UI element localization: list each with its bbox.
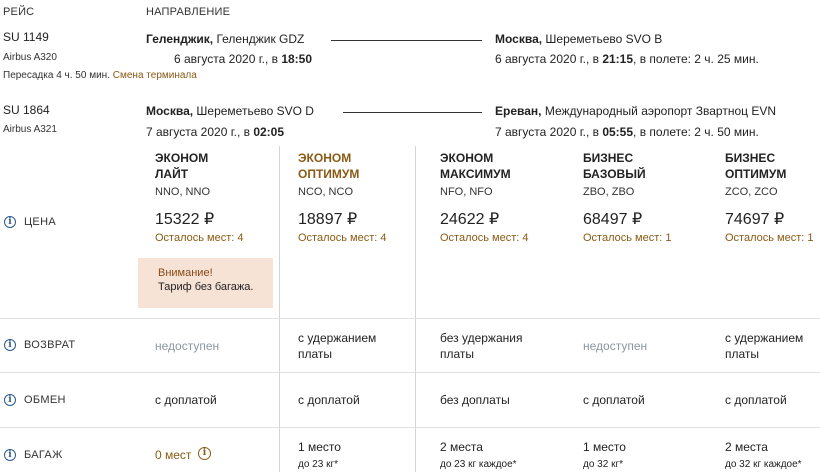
arrival-city: Ереван, Международный аэропорт Звартноц EVN xyxy=(495,104,776,118)
fare-codes: NNO, NNO xyxy=(155,186,210,198)
no-baggage-warning xyxy=(138,258,273,308)
refund-value: с удержанием платы xyxy=(298,331,377,361)
baggage-value: 1 место до 32 кг* xyxy=(583,440,626,470)
refund-value: недоступен xyxy=(583,339,648,353)
arrival-datetime: 7 августа 2020 г., в 05:55, в полете: 2 ч. 50 мин. xyxy=(495,125,759,139)
flight-number: SU 1864 xyxy=(3,103,50,117)
selected-fare-border-right xyxy=(415,146,416,472)
arrival-city: Москва, Шереметьево SVO B xyxy=(495,32,663,46)
exchange-value: с доплатой xyxy=(155,393,217,407)
fare-column-econom-optimum[interactable] xyxy=(298,150,359,182)
exchange-value: с доплатой xyxy=(298,393,360,407)
fare-codes: NFO, NFO xyxy=(440,186,493,198)
departure-city: Геленджик, Геленджик GDZ xyxy=(146,32,305,46)
baggage-value: 1 место до 23 кг* xyxy=(298,440,341,470)
refund-value: с удержанием платы xyxy=(725,331,804,361)
seats-left: Осталось мест: 4 xyxy=(440,232,529,244)
seats-left: Осталось мест: 4 xyxy=(298,232,387,244)
arrival-datetime: 6 августа 2020 г., в 21:15, в полете: 2 ч. 25 мин. xyxy=(495,52,759,66)
fare-codes: ZBO, ZBO xyxy=(583,186,635,198)
exchange-value: с доплатой xyxy=(583,393,645,407)
fare-price[interactable]: 15322 ₽ xyxy=(155,211,215,228)
aircraft-type: Airbus A321 xyxy=(3,124,57,135)
fare-name: БИЗНЕС БАЗОВЫЙ xyxy=(583,151,646,181)
departure-city: Москва, Шереметьево SVO D xyxy=(146,104,314,118)
info-icon[interactable]: i xyxy=(4,394,16,406)
aircraft-type: Airbus A320 xyxy=(3,52,57,63)
fare-price[interactable]: 74697 ₽ xyxy=(725,211,785,228)
fare-column-econom-maximum[interactable] xyxy=(440,150,511,182)
exchange-value: без доплаты xyxy=(440,393,510,407)
fare-name: ЭКОНОМ ЛАЙТ xyxy=(155,151,209,181)
exchange-value: с доплатой xyxy=(725,393,787,407)
departure-datetime: 7 августа 2020 г., в 02:05 xyxy=(146,125,285,139)
row-divider xyxy=(0,372,820,373)
route-line xyxy=(343,112,482,113)
seats-left: Осталось мест: 4 xyxy=(155,232,244,244)
transfer-duration: Пересадка 4 ч. 50 мин. xyxy=(3,70,110,81)
direction-column-header: НАПРАВЛЕНИЕ xyxy=(146,6,231,18)
fare-name: БИЗНЕС ОПТИМУМ xyxy=(725,151,787,181)
warning-text: Тариф без багажа. xyxy=(158,281,254,293)
fare-name: ЭКОНОМ МАКСИМУМ xyxy=(440,151,511,181)
flight-number: SU 1149 xyxy=(3,30,49,44)
fare-column-business-basic[interactable] xyxy=(583,150,646,182)
fare-price[interactable]: 18897 ₽ xyxy=(298,211,358,228)
info-icon[interactable]: i xyxy=(4,449,16,461)
info-icon[interactable]: i xyxy=(4,339,16,351)
refund-value: без удержания платы xyxy=(440,331,523,361)
seats-left: Осталось мест: 1 xyxy=(583,232,672,244)
baggage-info-icon[interactable]: i xyxy=(198,447,211,460)
refund-row-label: ВОЗВРАТ xyxy=(24,339,76,351)
transfer-info xyxy=(3,70,197,81)
selected-fare-border-left xyxy=(279,146,280,472)
exchange-row-label: ОБМЕН xyxy=(24,394,66,406)
price-row-label: ЦЕНА xyxy=(24,216,56,228)
info-icon[interactable]: i xyxy=(4,216,16,228)
seats-left: Осталось мест: 1 xyxy=(725,232,814,244)
fare-column-business-optimum[interactable] xyxy=(725,150,786,182)
fare-codes: ZCO, ZCO xyxy=(725,186,778,198)
fare-price[interactable]: 68497 ₽ xyxy=(583,211,643,228)
baggage-value: 0 мест xyxy=(155,448,192,462)
fare-name-selected: ЭКОНОМ ОПТИМУМ xyxy=(298,151,360,181)
baggage-value: 2 места до 23 кг каждое* xyxy=(440,440,517,470)
fare-codes: NCO, NCO xyxy=(298,186,353,198)
departure-datetime: 6 августа 2020 г., в 18:50 xyxy=(174,52,313,66)
fare-column-econom-lite[interactable] xyxy=(155,150,208,182)
warning-title: Внимание! xyxy=(158,267,213,279)
baggage-row-label: БАГАЖ xyxy=(24,449,63,461)
row-divider xyxy=(0,427,820,428)
route-line xyxy=(331,40,482,41)
row-divider xyxy=(0,318,820,319)
flight-column-header: РЕЙС xyxy=(3,6,35,18)
refund-value: недоступен xyxy=(155,339,220,353)
fare-price[interactable]: 24622 ₽ xyxy=(440,211,500,228)
terminal-change-note: Смена терминала xyxy=(112,70,197,81)
baggage-value: 2 места до 32 кг каждое* xyxy=(725,440,802,470)
